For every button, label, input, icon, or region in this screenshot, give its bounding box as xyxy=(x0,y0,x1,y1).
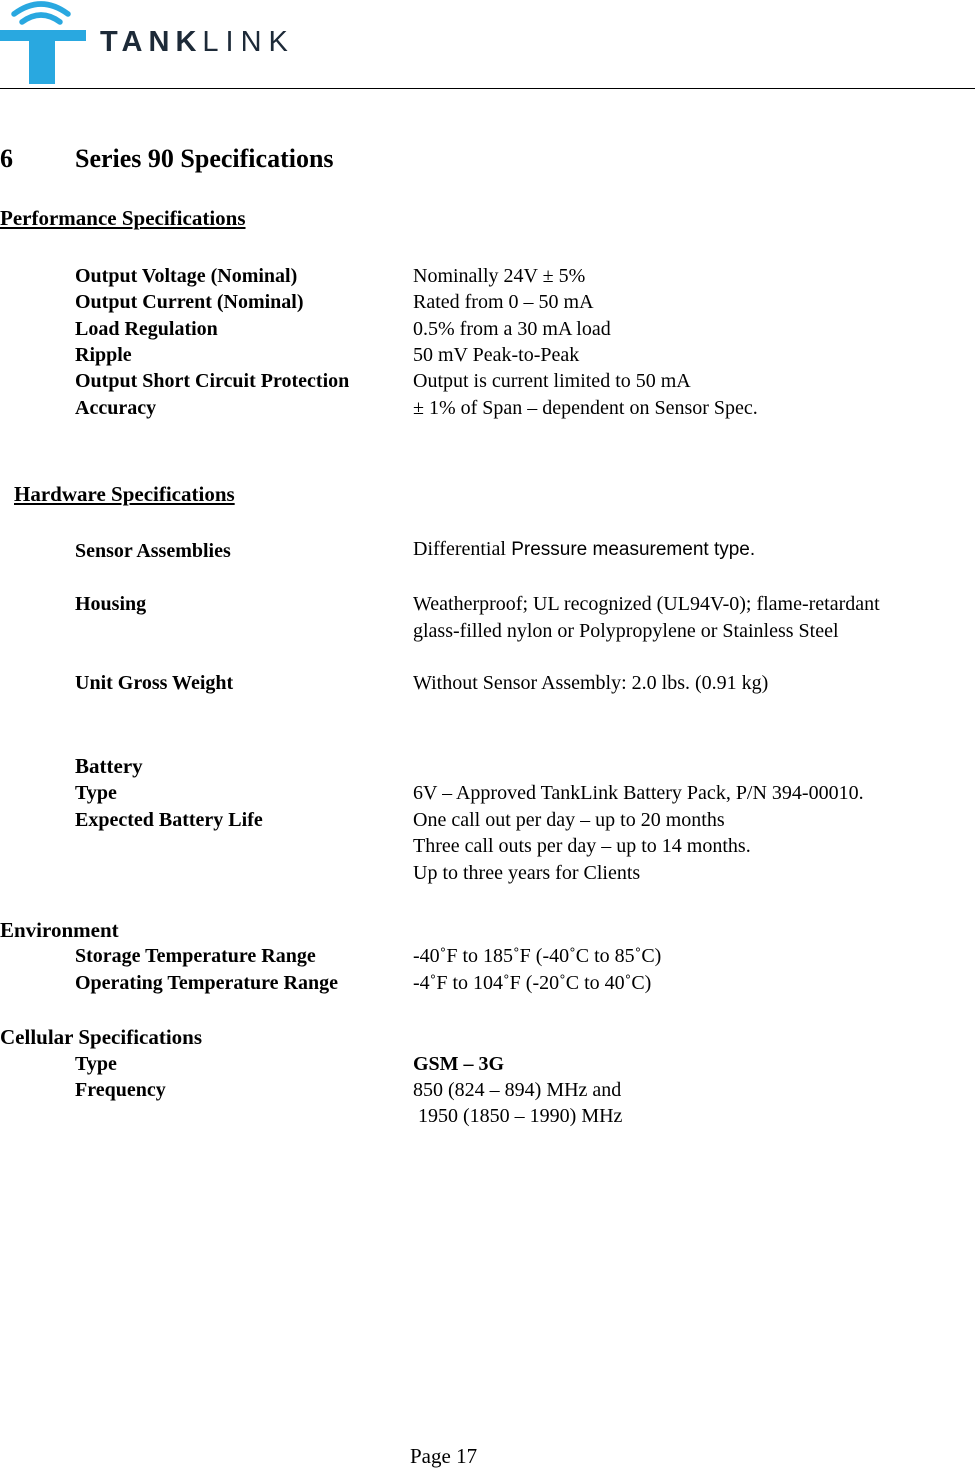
section-number: 6 xyxy=(0,144,13,173)
spec-label: Sensor Assemblies xyxy=(75,540,231,562)
spec-value: Without Sensor Assembly: 2.0 lbs. (0.91 kg) xyxy=(413,672,769,694)
performance-heading: Performance Specifications xyxy=(0,206,246,230)
spec-value: Rated from 0 – 50 mA xyxy=(413,291,594,313)
spec-label: Output Current (Nominal) xyxy=(75,291,304,313)
page-number: Page 17 xyxy=(410,1444,478,1468)
cellular-heading: Cellular Specifications xyxy=(0,1025,203,1049)
spec-value: 1950 (1850 – 1990) MHz xyxy=(413,1105,623,1127)
spec-value: glass-filled nylon or Polypropylene or Stainless Steel xyxy=(413,620,839,642)
spec-value: -40˚F to 185˚F (-40˚C to 85˚C) xyxy=(413,945,662,967)
spec-label: Load Regulation xyxy=(75,318,218,340)
brand-bold: TANK xyxy=(100,26,203,58)
spec-value: 850 (824 – 894) MHz and xyxy=(413,1079,622,1101)
spec-label: Accuracy xyxy=(75,397,157,419)
spec-value: ± 1% of Span – dependent on Sensor Spec. xyxy=(413,397,758,419)
spec-value: 0.5% from a 30 mA load xyxy=(413,318,611,340)
environment-heading: Environment xyxy=(0,918,119,942)
spec-value: Nominally 24V ± 5% xyxy=(413,265,586,287)
spec-value: One call out per day – up to 20 months xyxy=(413,809,725,831)
tanklink-logo-icon xyxy=(0,0,95,86)
spec-label: Housing xyxy=(75,593,147,615)
hardware-heading: Hardware Specifications xyxy=(14,482,235,506)
brand-light: LINK xyxy=(202,26,295,58)
spec-label: Ripple xyxy=(75,344,132,366)
spec-label: Output Voltage (Nominal) xyxy=(75,265,298,287)
sensor-value-b: Pressure measurement type. xyxy=(505,539,756,560)
header-divider xyxy=(0,88,975,89)
battery-heading: Battery xyxy=(75,754,143,778)
spec-value: -4˚F to 104˚F (-20˚C to 40˚C) xyxy=(413,972,652,994)
spec-label: Operating Temperature Range xyxy=(75,972,338,994)
spec-label: Storage Temperature Range xyxy=(75,945,316,967)
spec-label: Unit Gross Weight xyxy=(75,672,234,694)
spec-value: Three call outs per day – up to 14 months. xyxy=(413,835,751,857)
spec-value: 50 mV Peak-to-Peak xyxy=(413,344,580,366)
spec-value: Weatherproof; UL recognized (UL94V-0); flame-retardant xyxy=(413,593,880,615)
spec-label: Expected Battery Life xyxy=(75,809,263,831)
spec-label: Type xyxy=(75,1053,117,1075)
spec-value: GSM – 3G xyxy=(413,1053,505,1075)
sensor-value-a: Differential xyxy=(413,538,506,560)
spec-label: Frequency xyxy=(75,1079,166,1101)
spec-value: 6V – Approved TankLink Battery Pack, P/N 394-00010. xyxy=(413,782,864,804)
page-title: Series 90 Specifications xyxy=(75,144,334,173)
brand-wordmark xyxy=(100,24,295,60)
spec-value: Up to three years for Clients xyxy=(413,862,641,884)
spec-label: Output Short Circuit Protection xyxy=(75,370,350,392)
spec-value xyxy=(413,537,755,562)
spec-value: Output is current limited to 50 mA xyxy=(413,370,691,392)
spec-label: Type xyxy=(75,782,117,804)
